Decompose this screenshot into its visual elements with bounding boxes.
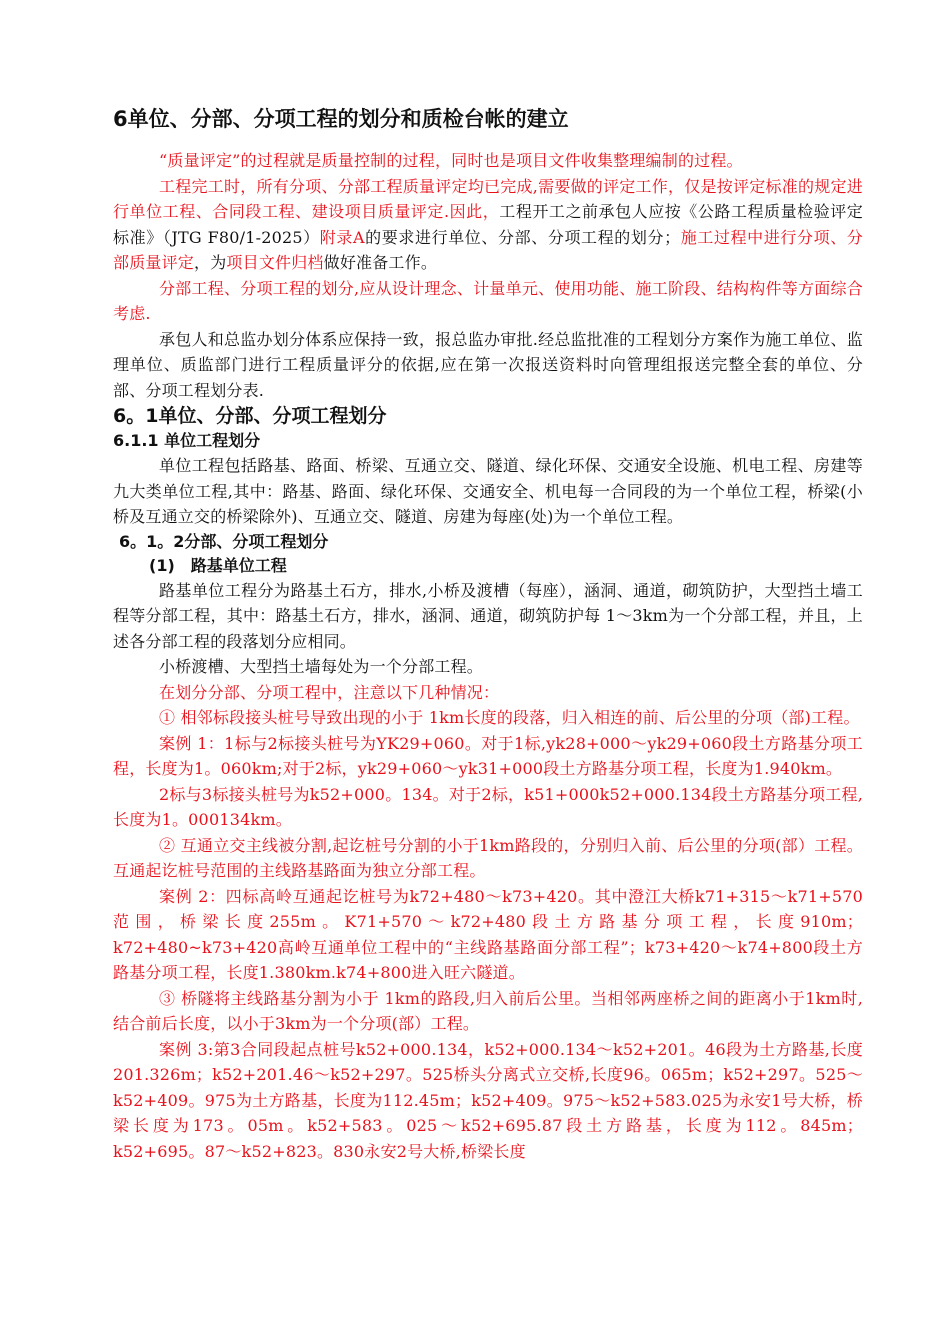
intro-p2-part-f: ，为	[194, 253, 227, 272]
note-item-2: ② 互通立交主线被分割,起讫桩号分割的小于1km路段的，分别归入前、后公里的分项(部）工程。互通起讫桩号范围的主线路基路面为独立分部工程。	[113, 835, 863, 880]
subheading-roadbed-unit: (1) 路基单位工程	[149, 555, 287, 575]
intro-p2-part-c: 附录A	[319, 227, 365, 247]
paragraph-6-1-1: 单位工程包括路基、路面、桥梁、互通立交、隧道、绿化环保、交通安全设施、机电工程、房建等九大类单位工程,其中：路基、路面、绿化环保、交通安全、机电每一合同段的为一个单位工程，桥梁(小桥及互通立交的桥梁除外)、互通立交、隧道、房建为每座(处)为一个单位工程。	[113, 456, 863, 526]
intro-p2-part-a: 工程完工时，所有分项、分部工程质量评定均已完成,需要做的评定工作，仅是按评定标准的规定进行单位工程、合同段工程、建设项目质量评定.因此，	[113, 176, 863, 221]
section-heading-6: 6单位、分部、分项工程的划分和质检台帐的建立	[113, 107, 569, 131]
section-heading-6-1-1: 6.1.1 单位工程划分	[113, 431, 261, 450]
section-heading-6-1: 6。1单位、分部、分项工程划分	[113, 405, 387, 427]
intro-paragraph-2	[113, 174, 863, 276]
intro-p2-part-b: 工程开工之前承包人应按《公路工程质量检验评定标准》（JTG F80/1-2025）	[113, 202, 863, 247]
case-3-paragraph: 案例 3:第3合同段起点桩号k52+000.134，k52+000.134～k52+201。46段为土方路基,长度201.326m；k52+201.46～k52+297。525桥头分离式立交桥,长度96。065m；k52+297。525～k52+409。975为土方路基，长度为112.45m；k52+409。975～k52+583.025为永安1号大桥，桥梁长度为173。05m。k52+583。025～k52+695.87段土方路基，长度为112。845m；k52+695。87～k52+823。830永安2号大桥,桥梁长度	[113, 1039, 863, 1161]
case-1-paragraph-b: 2标与3标接头桩号为k52+000。134。对于2标，k51+000k52+000.134段土方路基分项工程,长度为1。000134km。	[113, 784, 863, 829]
intro-paragraph-4: 承包人和总监办划分体系应保持一致，报总监办审批.经总监批准的工程划分方案作为施工单位、监理单位、质监部门进行工程质量评分的依据,应在第一次报送资料时向管理组报送完整全套的单位、分部、分项工程划分表.	[113, 329, 863, 400]
intro-p2-part-e: 施工过程中进行分项、分部质量评定	[113, 227, 863, 272]
paragraph-roadbed-2: 小桥渡槽、大型挡土墙每处为一个分部工程。	[159, 657, 484, 676]
case-2-paragraph: 案例 2：四标高岭互通起讫桩号为k72+480～k73+420。其中澄江大桥k71+315～k71+570范围，桥梁长度255m。K71+570～k72+480段土方路基分项工程，长度910m；k72+480~k73+420高岭互通单位工程中的“主线路基路面分部工程”；k73+420～k74+800段土方路基分项工程，长度1.380km.k74+800进入旺六隧道。	[113, 886, 863, 982]
intro-paragraph-1: “质量评定”的过程就是质量控制的过程，同时也是项目文件收集整理编制的过程。	[159, 151, 743, 170]
intro-p2-part-g: 项目文件归档	[226, 253, 324, 272]
case-1-paragraph-a: 案例 1：1标与2标接头桩号为YK29+060。对于1标,yk28+000～yk29+060段土方路基分项工程，长度为1。060km;对于2标，yk29+060～yk31+000段土方路基分项工程，长度为1.940km。	[113, 733, 863, 778]
document-body	[113, 104, 863, 1164]
paragraph-roadbed-1: 路基单位工程分为路基土石方，排水,小桥及渡槽（每座），涵洞、通道，砌筑防护，大型挡土墙工程等分部工程，其中：路基土石方，排水，涵洞、通道，砌筑防护每 1～3km为一个分部工程，并且，上述各分部工程的段落划分应相同。	[113, 580, 863, 651]
intro-paragraph-3: 分部工程、分项工程的划分,应从设计理念、计量单元、使用功能、施工阶段、结构构件等方面综合考虑.	[113, 278, 863, 323]
intro-p2-part-h: 做好准备工作。	[323, 253, 438, 272]
intro-p2-part-d: 的要求进行单位、分部、分项工程的划分；	[364, 227, 681, 247]
note-item-1: ① 相邻标段接头桩号导致出现的小于 1km长度的段落，归入相连的前、后公里的分项（部)工程。	[159, 708, 860, 727]
section-heading-6-1-2: 6。1。2分部、分项工程划分	[119, 531, 329, 551]
note-intro: 在划分分部、分项工程中，注意以下几种情况：	[159, 682, 500, 702]
note-item-3: ③ 桥隧将主线路基分割为小于 1km的路段,归入前后公里。当相邻两座桥之间的距离小于1km时,结合前后长度，以小于3km为一个分项(部）工程。	[113, 988, 863, 1033]
